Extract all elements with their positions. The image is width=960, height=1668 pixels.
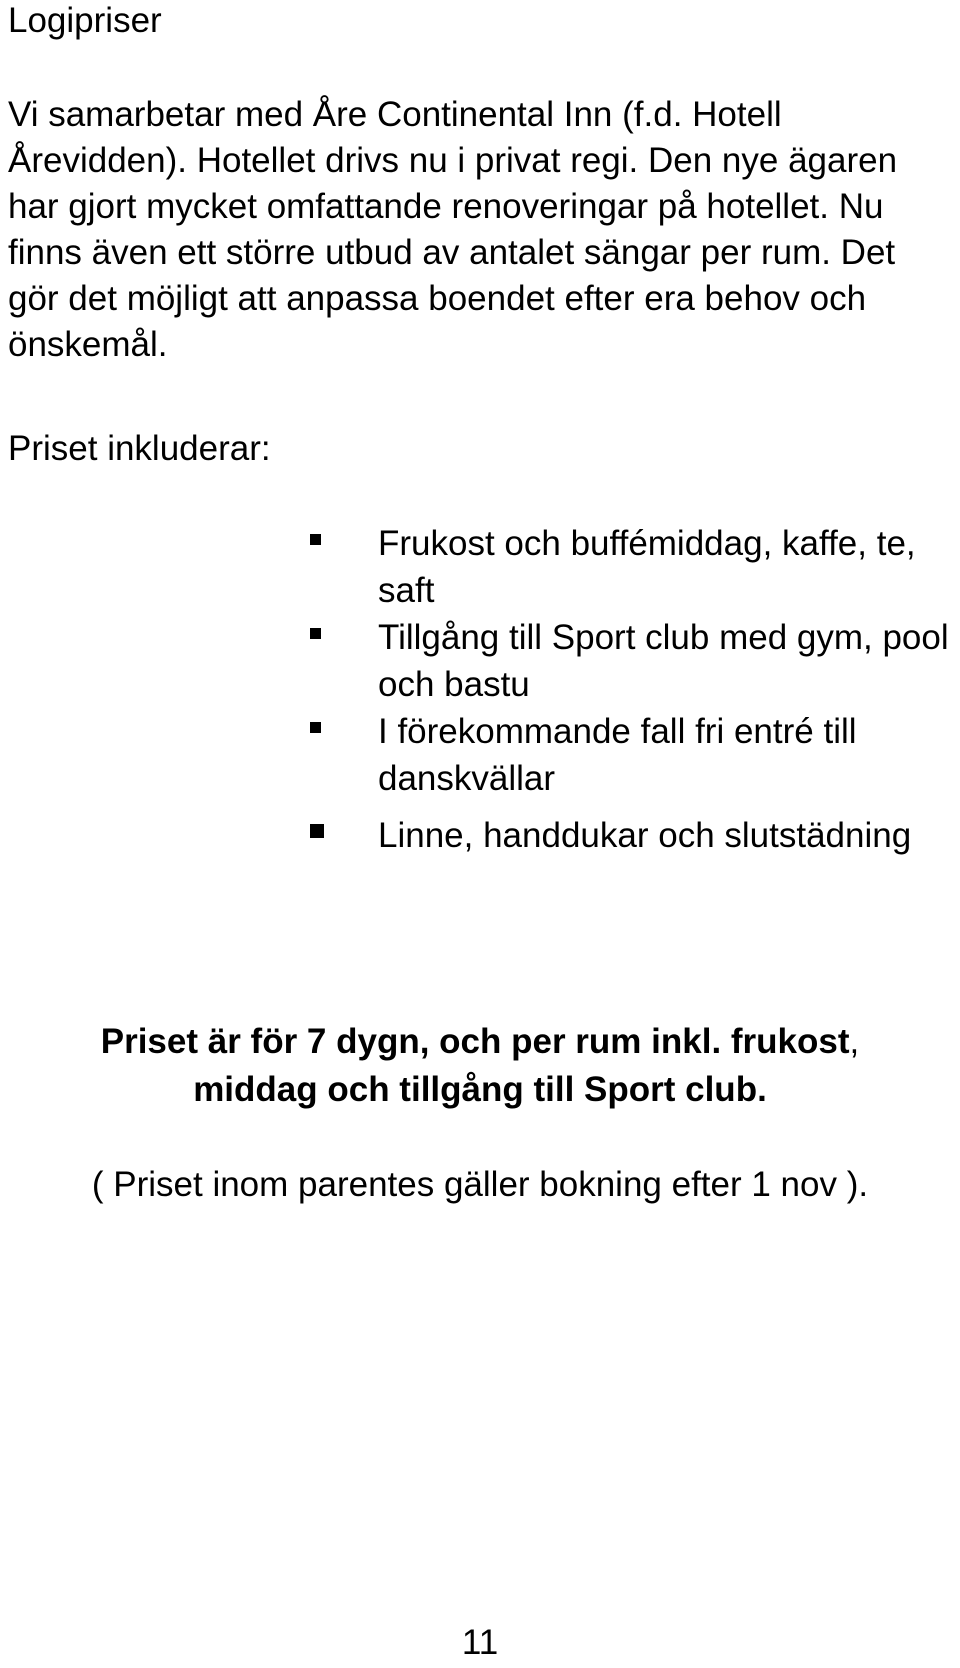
- list-item: [310, 708, 950, 802]
- list-item: [310, 614, 950, 708]
- square-bullet-icon: [310, 824, 324, 838]
- includes-label: Priset inkluderar:: [8, 429, 271, 468]
- price-note-part2: middag och tillgång till Sport club.: [193, 1070, 767, 1109]
- list-item: [310, 520, 950, 614]
- square-bullet-icon: [310, 534, 321, 545]
- list-item-text: Tillgång till Sport club med gym, pool och bastu: [378, 618, 949, 704]
- list-item: [310, 812, 950, 859]
- intro-paragraph: Vi samarbetar med Åre Continental Inn (f.d. Hotell Årevidden). Hotellet drivs nu i privat regi. Den nye ägaren har gjort mycket omfattande renoveringar på hotellet. Nu finns även ett större utbud av antalet sängar per rum. Det gör det möjligt att anpassa boendet efter era behov och önskemål.: [8, 95, 898, 364]
- price-note-comma: ,: [849, 1022, 860, 1061]
- parenthesis-note: ( Priset inom parentes gäller bokning efter 1 nov ).: [91, 1165, 869, 1204]
- square-bullet-icon: [310, 628, 321, 639]
- square-bullet-icon: [310, 722, 321, 733]
- includes-list: [310, 520, 950, 859]
- price-note: [0, 1018, 960, 1114]
- page-number: 11: [461, 1623, 499, 1662]
- page-heading: Logipriser: [8, 1, 162, 40]
- price-note-part1: Priset är för 7 dygn, och per rum inkl. frukost: [100, 1022, 850, 1061]
- list-item-text: I förekommande fall fri entré till danskvällar: [378, 712, 857, 798]
- list-item-text: Frukost och buffémiddag, kaffe, te, saft: [378, 524, 916, 610]
- list-item-text: Linne, handdukar och slutstädning: [378, 816, 912, 855]
